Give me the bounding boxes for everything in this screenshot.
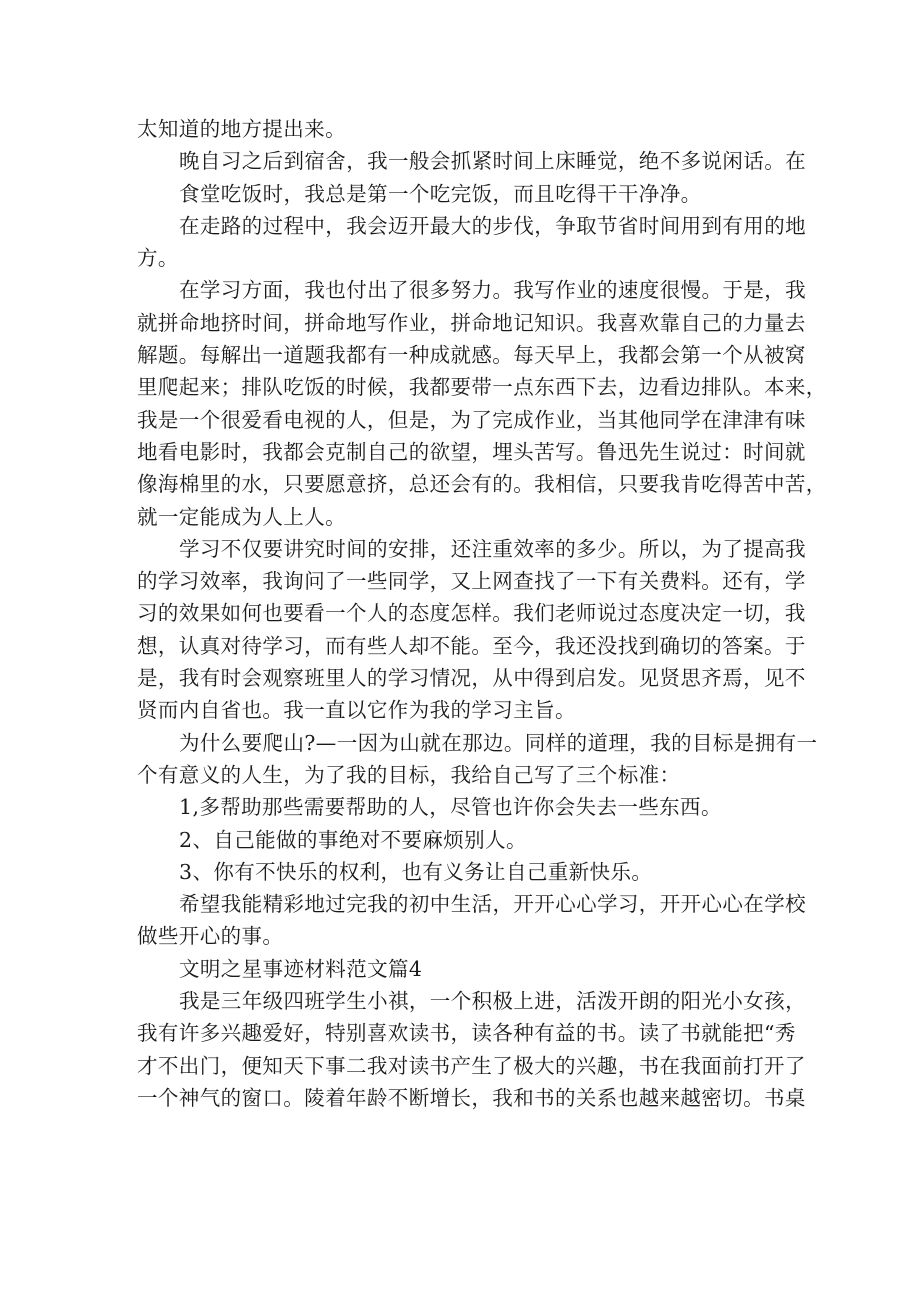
text-line: 希望我能精彩地过完我的初中生活，开开心心学习，开开心心在学校 xyxy=(179,892,806,917)
text-line: 食堂吃饭时，我总是第一个吃完饭，而且吃得干干净净。 xyxy=(179,181,702,206)
text-line: 就拼命地挤时间，拼命地写作业，拼命地记知识。我喜欢靠自己的力量去 xyxy=(137,310,806,335)
text-line: 我是一个很爱看电视的人，但是，为了完成作业，当其他同学在津津有味 xyxy=(137,407,806,432)
text-line: 的学习效率，我询问了一些同学，又上网查找了一下有关费料。还有，学 xyxy=(137,569,806,594)
text-line: 想，认真对待学习，而有些人却不能。至今，我还没找到确切的答案。于 xyxy=(137,633,806,658)
text-line: 就一定能成为人上人。 xyxy=(137,504,346,529)
text-line: 是，我有时会观察班里人的学习情况，从中得到启发。见贤思齐焉，见不 xyxy=(137,666,806,691)
text-line: 里爬起来；排队吃饭的时候，我都要带一点东西下去，边看边排队。本来， xyxy=(137,375,827,400)
text-line: 学习不仅要讲究时间的安排，还注重效率的多少。所以，为了提高我 xyxy=(179,536,806,561)
text-line: 地看电影时，我都会克制自己的欲望，埋头苦写。鲁迅先生说过：时间就 xyxy=(137,439,806,464)
text-line: 文明之星事迹材料范文篇4 xyxy=(179,956,423,981)
text-line: 我是三年级四班学生小祺，一个积极上进，活泼开朗的阳光小女孩， xyxy=(179,989,806,1014)
text-line: 解题。每解出一道题我都有一种成就感。每天早上，我都会第一个从被窝 xyxy=(137,343,806,368)
text-line: 个有意义的人生，为了我的目标，我给自己写了三个标准： xyxy=(137,762,681,787)
document-body xyxy=(137,113,827,1114)
text-line: 晚自习之后到宿舍，我一般会抓紧时间上床睡觉，绝不多说闲话。在 xyxy=(179,149,806,174)
text-line: 才不出门，便知天下事二我对读书产生了极大的兴趣，书在我面前打开了 xyxy=(137,1053,806,1078)
text-line: 2、自己能做的事绝对不要麻烦别人。 xyxy=(179,827,527,852)
text-line: 一个神气的窗口。陵着年龄不断增长，我和书的关系也越来越密切。书桌 xyxy=(137,1085,806,1110)
text-line: 3、你有不快乐的权利，也有义务让自己重新快乐。 xyxy=(179,859,653,884)
text-line: 方。 xyxy=(137,246,179,271)
text-line: 在走路的过程中，我会迈开最大的步伐，争取节省时间用到有用的地 xyxy=(179,213,806,238)
text-line: 太知道的地方提出来。 xyxy=(137,117,346,141)
text-line: 1,多帮助那些需要帮助的人，尽管也许你会失去一些东西。 xyxy=(179,795,722,820)
text-line: 做些开心的事。 xyxy=(137,924,284,949)
text-line: 像海棉里的水，只要愿意挤，总还会有的。我相信，只要我肯吃得苦中苦， xyxy=(137,472,827,497)
text-line: 为什么要爬山?—一因为山就在那边。同样的道理，我的目标是拥有一 xyxy=(179,730,818,755)
text-line: 习的效果如何也要看一个人的态度怎样。我们老师说过态度决定一切，我 xyxy=(137,601,806,626)
text-line: 在学习方面，我也付出了很多努力。我写作业的速度很慢。于是，我 xyxy=(179,278,806,303)
text-line: 贤而内自省也。我一直以它作为我的学习主旨。 xyxy=(137,698,576,723)
text-line: 我有许多兴趣爱好，特别喜欢读书，读各种有益的书。读了书就能把“秀 xyxy=(137,1021,796,1046)
